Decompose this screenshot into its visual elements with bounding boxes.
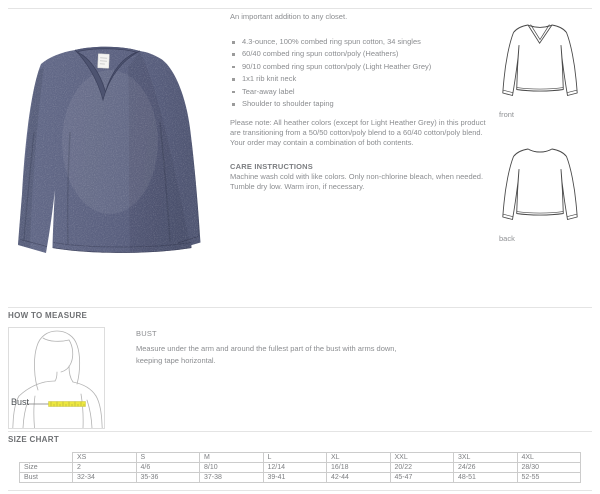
heather-navy-shirt-photo [10, 12, 225, 295]
row-label: Size [20, 463, 73, 473]
feature-list [230, 36, 431, 110]
table-header-row [20, 453, 581, 463]
table-cell: 4/6 [136, 463, 200, 473]
table-cell: 42-44 [327, 473, 391, 483]
product-photo [10, 12, 225, 295]
table-cell: 16/18 [327, 463, 391, 473]
blank-header-cell [20, 453, 73, 463]
feature-item: 1x1 rib knit neck [230, 73, 431, 85]
row-label: Bust [20, 473, 73, 483]
product-intro: An important addition to any closet. [230, 12, 348, 21]
care-instructions-heading: CARE INSTRUCTIONS [230, 162, 313, 171]
bust-term: BUST [136, 329, 157, 338]
table-cell: 2 [73, 463, 137, 473]
table-cell: 28/30 [517, 463, 581, 473]
column-header: M [200, 453, 264, 463]
feature-item: Shoulder to shoulder taping [230, 98, 431, 110]
column-header: 3XL [454, 453, 518, 463]
size-chart-heading: SIZE CHART [8, 435, 59, 444]
table-row [20, 473, 581, 483]
bust-figure-label: Bust [11, 397, 30, 407]
table-cell: 8/10 [200, 463, 264, 473]
back-view-illustration [497, 144, 583, 224]
table-cell: 48-51 [454, 473, 518, 483]
table-cell: 20/22 [390, 463, 454, 473]
section-divider [8, 307, 592, 308]
bust-tape-line [49, 402, 86, 407]
feature-item: 90/10 combed ring spun cotton/poly (Light Heather Grey) [230, 61, 431, 73]
column-header: 4XL [517, 453, 581, 463]
size-chart-table [19, 452, 581, 483]
measure-figure-svg [9, 328, 104, 428]
feature-item: 4.3-ounce, 100% combed ring spun cotton, 34 singles [230, 36, 431, 48]
table-cell: 24/26 [454, 463, 518, 473]
care-instructions-text: Machine wash cold with like colors. Only non-chlorine bleach, when needed. Tumble dry low. Warm iron, if necessary. [230, 172, 484, 191]
table-cell: 37-38 [200, 473, 264, 483]
column-header: XXL [390, 453, 454, 463]
feature-item: 60/40 combed ring spun cotton/poly (Heathers) [230, 48, 431, 60]
table-cell: 32-34 [73, 473, 137, 483]
column-header: XL [327, 453, 391, 463]
bust-description: Measure under the arm and around the fullest part of the bust with arms down, keeping tape horizontal. [136, 344, 397, 365]
section-divider [8, 431, 592, 432]
table-cell: 12/14 [263, 463, 327, 473]
bust-measure-text [136, 329, 416, 367]
neck-tag [98, 54, 110, 69]
table-row [20, 463, 581, 473]
front-view-label: front [499, 110, 515, 119]
back-view-label: back [499, 234, 515, 243]
heather-transition-note: Please note: All heather colors (except for Light Heather Grey) in this product are transitioning from a 50/50 cotton/poly blend to a 60/40 cotton/poly blend. Your order may contain a combination of both contents. [230, 118, 486, 147]
bottom-divider [8, 490, 592, 491]
front-view-illustration [497, 20, 583, 100]
column-header: XS [73, 453, 137, 463]
table-cell: 45-47 [390, 473, 454, 483]
table-cell: 35-36 [136, 473, 200, 483]
table-cell: 39-41 [263, 473, 327, 483]
column-header: S [136, 453, 200, 463]
measure-figure-illustration [8, 327, 105, 429]
feature-item: Tear-away label [230, 86, 431, 98]
how-to-measure-heading: HOW TO MEASURE [8, 311, 88, 320]
top-divider [8, 8, 592, 9]
table-cell: 52-55 [517, 473, 581, 483]
column-header: L [263, 453, 327, 463]
